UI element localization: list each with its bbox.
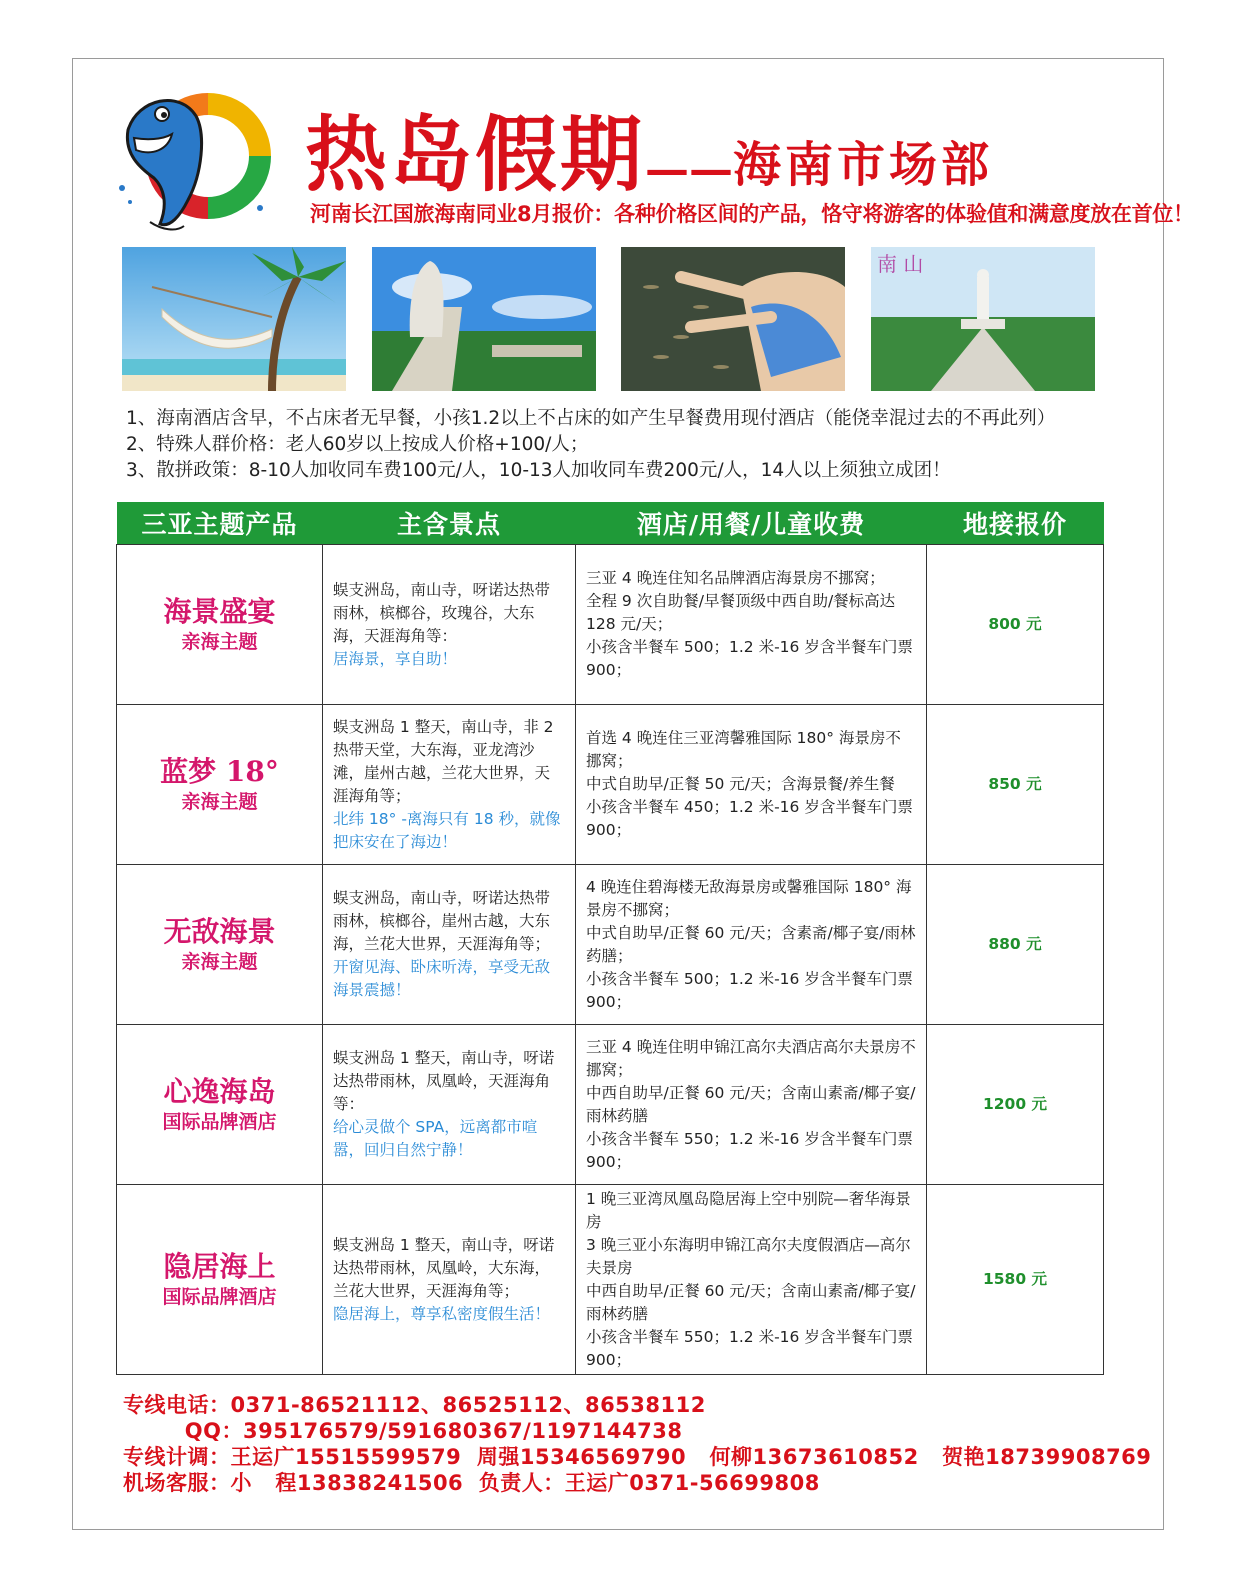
- hotel-cell: [576, 865, 927, 1025]
- product-name: 无敌海景: [163, 914, 276, 948]
- hotline-line: [123, 1392, 1151, 1418]
- spots-highlight: 北纬 18° -离海只有 18 秒，就像把床安在了海边！: [333, 809, 561, 851]
- table-header-row: [117, 502, 1104, 545]
- spots-text: 蜈支洲岛 1 整天，南山寺，非 2 热带天堂，大东海，亚龙湾沙滩，崖州古越，兰花大世界，天涯海角等；: [333, 717, 554, 805]
- hotel-text: 三亚 4 晚连住明申锦江高尔夫酒店高尔夫景房不挪窝；: [586, 1037, 916, 1079]
- product-cell: [117, 545, 323, 705]
- table-row: [117, 1185, 1104, 1375]
- meal-text: 中式自助早/正餐 60 元/天；含素斋/椰子宴/雨林药膳；: [586, 923, 916, 965]
- product-name: 心逸海岛: [163, 1074, 276, 1108]
- spots-text: 蜈支洲岛 1 整天，南山寺，呀诺达热带雨林，凤凰岭，天涯海角等：: [333, 1049, 555, 1113]
- meal-text: 中西自助早/正餐 60 元/天；含南山素斋/椰子宴/雨林药膳: [586, 1083, 916, 1125]
- col-header-spots: 主含景点: [323, 502, 576, 545]
- spots-cell: [323, 1025, 576, 1185]
- col-header-hotel: 酒店/用餐/儿童收费: [576, 502, 927, 545]
- note-3: 3、散拼政策：8-10人加收同车费100元/人，10-13人加收同车费200元/人，14人以上须独立成团！: [126, 460, 951, 481]
- spots-cell: [323, 865, 576, 1025]
- product-cell: [117, 1025, 323, 1185]
- airport-label: 机场客服：: [123, 1471, 231, 1495]
- hotel-text-2: 3 晚三亚小东海明申锦江高尔夫度假酒店—高尔夫景房: [586, 1235, 911, 1277]
- spots-highlight: 开窗见海、卧床听涛，享受无敌海景震撼！: [333, 958, 551, 999]
- qq-line: [123, 1418, 1151, 1444]
- spots-cell: [323, 1185, 576, 1375]
- meal-text: 中西自助早/正餐 60 元/天；含南山素斋/椰子宴/雨林药膳: [586, 1281, 916, 1323]
- meal-text: 中式自助早/正餐 50 元/天；含海景餐/养生餐: [586, 775, 895, 793]
- child-fee-text: 小孩含半餐车 450；1.2 米-16 岁含半餐车门票 900；: [586, 798, 913, 839]
- table-row: [117, 545, 1104, 705]
- product-cell: [117, 705, 323, 865]
- hotel-text: 三亚 4 晚连住知名品牌酒店海景房不挪窝；: [586, 569, 885, 587]
- price-cell: 880 元: [927, 865, 1104, 1025]
- subtitle: 河南长江国旅海南同业8月报价：各种价格区间的产品，恪守将游客的体验值和满意度放在首位！: [310, 202, 1194, 226]
- child-fee-text: 小孩含半餐车 500；1.2 米-16 岁含半餐车门票 900；: [586, 638, 913, 679]
- product-theme: 亲海主题: [181, 790, 258, 813]
- photo-statue-park: [372, 247, 596, 391]
- col-header-price: 地接报价: [927, 502, 1104, 545]
- page-title: [305, 90, 994, 203]
- table-row: [117, 705, 1104, 865]
- product-name: 隐居海上: [163, 1249, 276, 1283]
- hotel-text: 4 晚连住碧海楼无敌海景房或馨雅国际 180° 海景房不挪窝；: [586, 877, 912, 919]
- dispatch-line: [123, 1444, 1151, 1470]
- airport-contacts: 小 程13838241506 负责人：王运广0371-56699808: [230, 1471, 820, 1495]
- price-cell: 850 元: [927, 705, 1104, 865]
- hotel-cell: [576, 545, 927, 705]
- product-theme: 亲海主题: [181, 630, 258, 653]
- photo-fish-spa: [621, 247, 845, 391]
- spots-text: 蜈支洲岛，南山寺，呀诺达热带雨林，槟榔谷，玫瑰谷，大东海，天涯海角等：: [333, 580, 551, 645]
- qq-label: QQ：: [184, 1419, 243, 1443]
- hotline-label: 专线电话：: [123, 1393, 231, 1417]
- meal-text: 全程 9 次自助餐/早餐顶级中西自助/餐标高达 128 元/天；: [586, 592, 896, 633]
- note-1: 1、海南酒店含早，不占床者无早餐，小孩1.2以上不占床的如产生早餐费用现付酒店（能侥幸混过去的不再此列）: [126, 408, 1056, 429]
- product-table: [116, 502, 1104, 1375]
- product-theme: 国际品牌酒店: [162, 1110, 277, 1133]
- spots-highlight: 隐居海上，尊享私密度假生活！: [333, 1304, 551, 1323]
- table-row: [117, 1025, 1104, 1185]
- product-cell: [117, 865, 323, 1025]
- title-main: 热岛假期: [305, 107, 646, 203]
- hotel-cell: [576, 1185, 927, 1375]
- product-name: 蓝梦 18°: [160, 754, 279, 788]
- price-cell: 1580 元: [927, 1185, 1104, 1375]
- title-sub: 海南市场部: [733, 137, 994, 193]
- hotel-text: 1 晚三亚湾凤凰岛隐居海上空中别院—奢华海景房: [586, 1189, 911, 1231]
- col-header-product: 三亚主题产品: [117, 502, 323, 545]
- spots-highlight: 给心灵做个 SPA，远离都市喧嚣，回归自然宁静！: [333, 1118, 538, 1159]
- table-row: [117, 865, 1104, 1025]
- product-theme: 国际品牌酒店: [162, 1285, 277, 1308]
- hotel-cell: [576, 1025, 927, 1185]
- product-theme: 亲海主题: [181, 950, 258, 973]
- spots-highlight: 居海景，享自助！: [333, 649, 458, 668]
- photo-hammock-beach: [122, 247, 346, 391]
- photo-label-nanshan: 南 山: [877, 252, 924, 276]
- dispatch-contacts: 王运广15515599579 周强15346569790 何柳13673610852 贺艳18739908769: [230, 1445, 1152, 1469]
- spots-text: 蜈支洲岛，南山寺，呀诺达热带雨林，槟榔谷，崖州古越，大东海，兰花大世界，天涯海角等；: [333, 889, 551, 953]
- note-2: 2、特殊人群价格：老人60岁以上按成人价格+100/人；: [126, 434, 589, 455]
- child-fee-text: 小孩含半餐车 550；1.2 米-16 岁含半餐车门票 900；: [586, 1129, 913, 1171]
- hotel-text: 首选 4 晚连住三亚湾馨雅国际 180° 海景房不挪窝；: [586, 729, 901, 770]
- price-cell: 1200 元: [927, 1025, 1104, 1185]
- child-fee-text: 小孩含半餐车 500；1.2 米-16 岁含半餐车门票 900；: [586, 969, 913, 1011]
- hotline-numbers: 0371-86521112、86525112、86538112: [230, 1393, 706, 1417]
- spots-cell: [323, 705, 576, 865]
- hotel-cell: [576, 705, 927, 865]
- qq-numbers: 395176579/591680367/1197144738: [243, 1419, 683, 1443]
- photo-nanshan: [871, 247, 1095, 391]
- product-name: 海景盛宴: [163, 594, 276, 628]
- notes: [126, 406, 1055, 484]
- contact-block: [123, 1392, 1151, 1496]
- title-dash: ——: [645, 144, 734, 195]
- dolphin-logo: [110, 78, 275, 238]
- dispatch-label: 专线计调：: [123, 1445, 231, 1469]
- spots-cell: [323, 545, 576, 705]
- child-fee-text: 小孩含半餐车 550；1.2 米-16 岁含半餐车门票 900；: [586, 1327, 913, 1369]
- spots-text: 蜈支洲岛 1 整天，南山寺，呀诺达热带雨林，凤凰岭，大东海，兰花大世界，天涯海角等；: [333, 1235, 555, 1300]
- airport-line: [123, 1470, 1151, 1496]
- price-cell: 800 元: [927, 545, 1104, 705]
- product-cell: [117, 1185, 323, 1375]
